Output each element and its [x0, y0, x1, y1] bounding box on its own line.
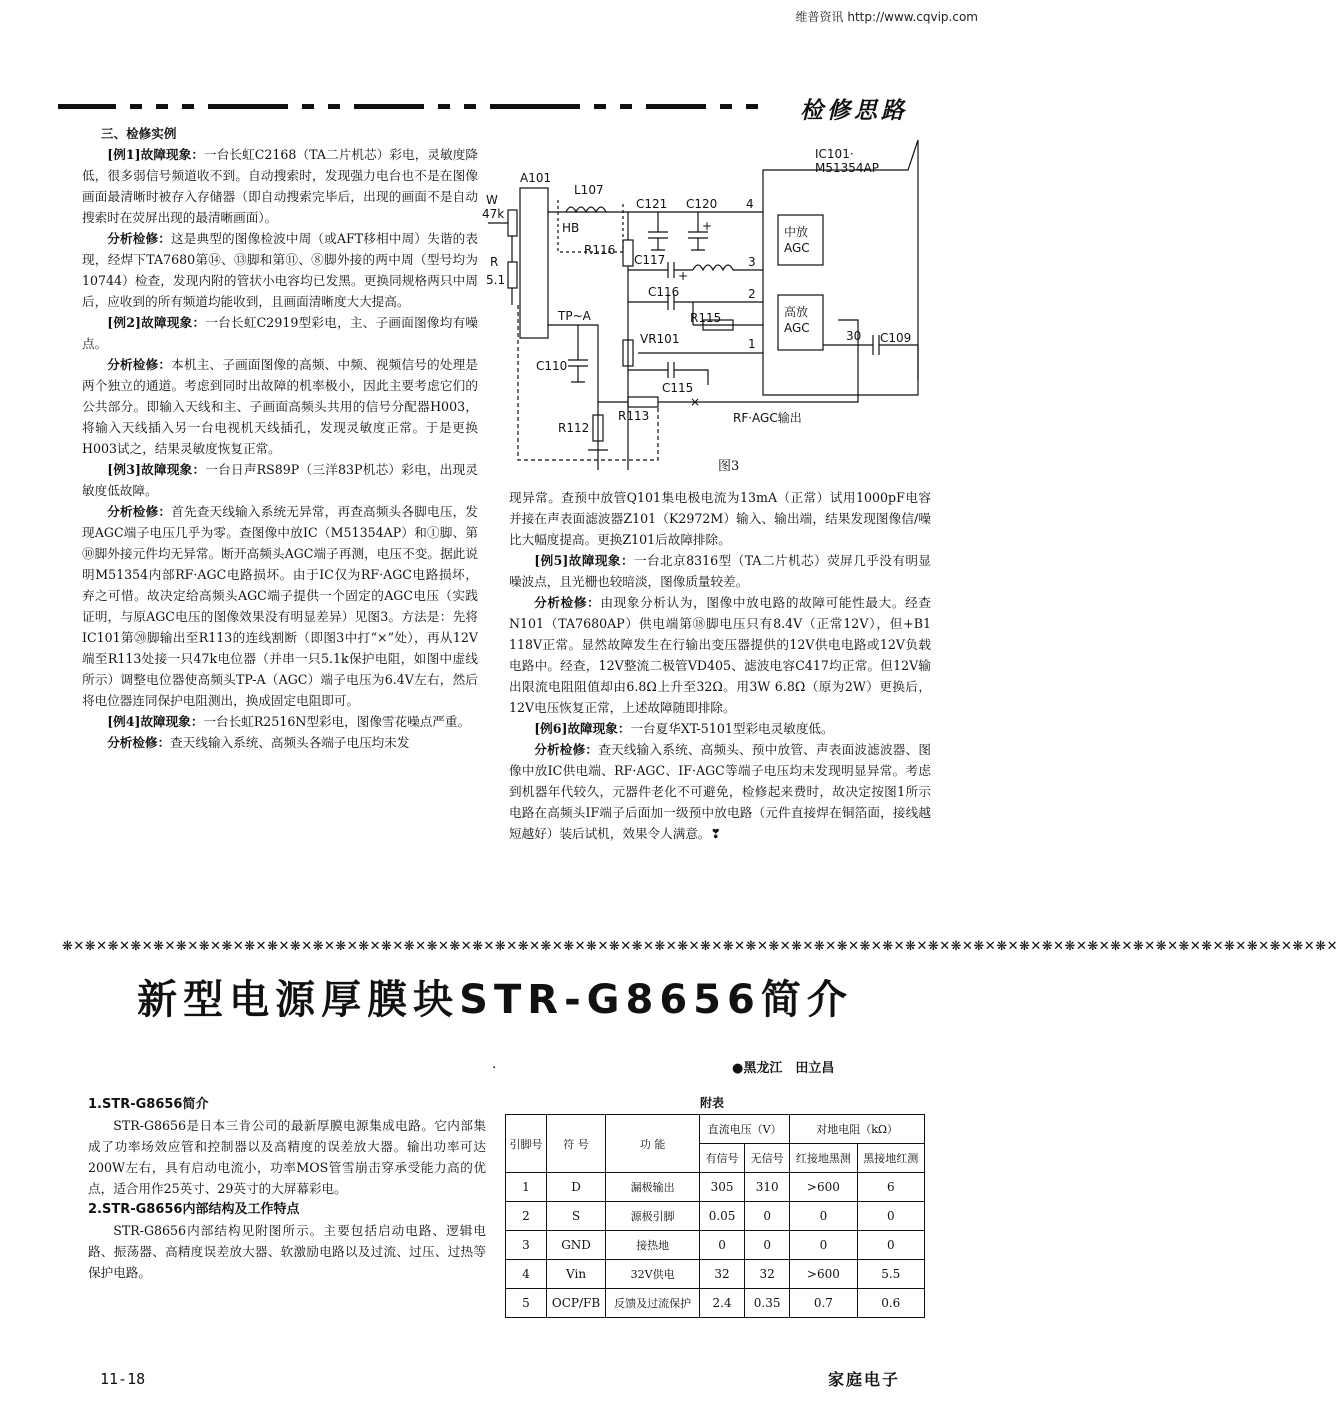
label-pin30: 30	[846, 329, 862, 343]
cut-mark: ×	[690, 395, 701, 409]
section-header	[58, 92, 908, 124]
paragraph-label: [例4]故障现象：	[107, 714, 204, 729]
header-red-ground: 红接地黑测	[790, 1144, 857, 1173]
decorative-dot: ·	[492, 1060, 497, 1076]
cell-red-ground: 0	[790, 1202, 857, 1231]
paragraph-text: 一台长虹C2919型彩电，主、子画面图像均有噪点。	[82, 315, 479, 351]
cell-function: 反馈及过流保护	[606, 1289, 700, 1318]
label-r116: R116	[584, 243, 616, 257]
dash-rule	[490, 104, 580, 109]
label-pin2: 2	[748, 287, 756, 301]
label-r-val: 5.1	[486, 273, 506, 287]
label-c116: C116	[648, 285, 680, 299]
paragraph-label: 分析检修：	[107, 357, 172, 372]
paragraph	[509, 487, 931, 550]
label-c109: C109	[880, 331, 912, 345]
paragraph-text: 一台日声RS89P（三洋83P机芯）彩电，出现灵敏度低故障。	[82, 462, 478, 498]
paragraph-text: 查天线输入系统、高频头、预中放管、声表面波滤波器、图像中放IC供电端、RF·AGC、IF·AGC等端子电压均未发现明显异常。考虑到机器年代较久，元器件老化不可避免，检修起来费时，故决定按图1所示电路在高频头IF端子后面加一级预中放电路（元件直接焊在铜箔面，接线越短越好）装后试机，效果令人满意。❣	[509, 742, 932, 841]
label-r: R	[490, 255, 499, 269]
paragraph-label: [例3]故障现象：	[107, 462, 206, 477]
article-headline: 新型电源厚膜块STR-G8656简介	[137, 977, 853, 1023]
if-agc-box	[778, 215, 823, 265]
paragraph-label: 分析检修：	[107, 735, 171, 750]
cell-black-ground: 0	[857, 1231, 924, 1260]
cell-no-signal: 32	[745, 1260, 790, 1289]
label-pin4: 4	[746, 197, 754, 211]
dash-rule	[182, 104, 194, 109]
circuit-diagram	[478, 140, 938, 480]
table-row	[506, 1231, 925, 1260]
article-authors: ●黑龙江 田立昌	[732, 1061, 835, 1076]
cell-no-signal: 0	[745, 1231, 790, 1260]
potentiometer-w	[508, 210, 517, 236]
header-dc-voltage: 直流电压（V）	[700, 1115, 790, 1144]
cell-function: 接热地	[606, 1231, 700, 1260]
cell-red-ground: >600	[790, 1260, 857, 1289]
paragraph	[82, 711, 478, 732]
label-hf-agc: 高放 AGC	[784, 305, 810, 335]
paragraph-label: 分析检修：	[534, 595, 601, 610]
label-c117: C117	[634, 253, 666, 267]
paragraph	[82, 228, 478, 312]
cell-no-signal: 0.35	[745, 1289, 790, 1318]
dash-rule	[58, 104, 116, 109]
table-row	[506, 1289, 925, 1318]
article-subheading: 2.STR-G8656内部结构及工作特点	[88, 1202, 300, 1217]
label-ic: IC101·	[815, 147, 854, 161]
cell-pin: 1	[506, 1173, 547, 1202]
label-plus: +	[678, 269, 689, 283]
label-r115: R115	[690, 311, 722, 325]
label-r113: R113	[618, 409, 650, 423]
cell-black-ground: 0	[857, 1202, 924, 1231]
paragraph-text: 这是典型的图像检波中周（或AFT移相中周）失谐的表现，经焊下TA7680第⑭、⑬脚和第⑪、⑧脚外接的两中周（型号均为10744）检查，发现内附的管状小电容均已发黑。更换同规格两只中周后，应收到的所有频道均能收到，且画面清晰度大大提高。	[82, 231, 479, 309]
cell-no-signal: 310	[745, 1173, 790, 1202]
capacitor-c121	[648, 212, 668, 250]
header-resistance: 对地电阻（kΩ）	[790, 1115, 925, 1144]
paragraph	[509, 739, 931, 844]
cell-with-signal: 2.4	[700, 1289, 745, 1318]
label-if-agc: 中放 AGC	[784, 225, 810, 255]
label-rf-agc-output: RF·AGC输出	[733, 411, 802, 425]
header-no-signal: 无信号	[745, 1144, 790, 1173]
cell-with-signal: 32	[700, 1260, 745, 1289]
article-subheading: 1.STR-G8656简介	[88, 1097, 209, 1112]
label-c120: C120	[686, 197, 718, 211]
dash-rule	[354, 104, 424, 109]
label-tpa: TP~A	[558, 309, 591, 323]
dash-rule	[328, 104, 340, 109]
paragraph-label: [例6]故障现象：	[534, 721, 631, 736]
right-column	[509, 487, 931, 844]
cell-black-ground: 5.5	[857, 1260, 924, 1289]
tuner-block	[520, 188, 548, 338]
cell-symbol: S	[546, 1202, 605, 1231]
cell-function: 32V供电	[606, 1260, 700, 1289]
cell-red-ground: >600	[790, 1173, 857, 1202]
cell-pin: 3	[506, 1231, 547, 1260]
cell-red-ground: 0.7	[790, 1289, 857, 1318]
cell-with-signal: 0.05	[700, 1202, 745, 1231]
paragraph-label: [例2]故障现象：	[107, 315, 206, 330]
header-pin: 引脚号	[506, 1115, 547, 1173]
figure-caption: 图3	[718, 459, 740, 474]
header-symbol: 符 号	[546, 1115, 605, 1173]
cell-pin: 4	[506, 1260, 547, 1289]
cell-function: 源极引脚	[606, 1202, 700, 1231]
dash-rule	[746, 104, 758, 109]
label-r112: R112	[558, 421, 590, 435]
paragraph	[82, 144, 478, 228]
ic-outline	[763, 140, 918, 395]
paragraph-label: 分析检修：	[107, 504, 172, 519]
paragraph	[82, 501, 478, 711]
cell-symbol: OCP/FB	[546, 1289, 605, 1318]
decorative-rule: ❋✕❋✕❋✕❋✕❋✕❋✕❋✕❋✕❋✕❋✕❋✕❋✕❋✕❋✕❋✕❋✕❋✕❋✕❋✕❋✕❋✕❋✕❋✕❋✕❋✕❋✕❋✕❋✕❋✕❋✕❋✕❋✕❋✕❋✕❋✕❋✕❋✕❋✕❋✕❋✕❋✕❋✕❋✕❋✕❋✕❋✕❋✕❋✕❋✕❋✕❋✕❋✕❋✕❋✕❋✕❋✕	[62, 939, 1338, 954]
examples-heading: 三、检修实例	[100, 126, 177, 141]
article-paragraph: STR-G8656内部结构见附图所示。主要包括启动电路、逻辑电路、振荡器、高精度误差放大器、软激励电路以及过流、过压、过热等保护电路。	[88, 1223, 486, 1280]
table-row	[506, 1260, 925, 1289]
article-paragraph: STR-G8656是日本三肯公司的最新厚膜电源集成电路。它内部集成了功率场效应管和控制器以及高精度的误差放大器。输出功率可达200W左右，具有启动电流小，功率MOS管雪崩击穿承受能力高的优点，适合用作25英寸、29英寸的大屏幕彩电。	[88, 1118, 486, 1196]
header-black-ground: 黑接地红测	[857, 1144, 924, 1173]
pin-table	[505, 1114, 925, 1318]
cell-pin: 2	[506, 1202, 547, 1231]
paragraph	[82, 312, 478, 354]
label-l107: L107	[574, 183, 604, 197]
cell-red-ground: 0	[790, 1231, 857, 1260]
cell-black-ground: 6	[857, 1173, 924, 1202]
paragraph	[509, 592, 931, 718]
cell-function: 漏极输出	[606, 1173, 700, 1202]
paragraph-text: 首先查天线输入系统无异常，再查高频头各脚电压，发现AGC端子电压几乎为零。查图像中放IC（M51354AP）和①脚、第⑩脚外接元件均无异常。断开高频头AGC端子再测，电压不变。据此说明M51354内部RF·AGC电路损坏。由于IC仅为RF·AGC电路损坏，弃之可惜。故决定给高频头AGC端子提供一个固定的AGC电压（实践证明，与原AGC电压的图像效果没有明显差异）见图3。方法是：先将IC101第⑳脚输出至R113的连线割断（即图3中打“×”处），再从12V端至R113处接一只47k电位器（并串一只5.1k保护电阻，如图中虚线所示）调整电位器使高频头TP-A（AGC）端子电压为6.4V左右，然后将电位器连同保护电阻测出，换成固定电阻即可。	[82, 504, 479, 708]
cell-symbol: Vin	[546, 1260, 605, 1289]
label-hb: HB	[562, 221, 580, 235]
dash-rule	[130, 104, 142, 109]
header-with-signal: 有信号	[700, 1144, 745, 1173]
dash-rule	[208, 104, 288, 109]
paragraph-label: [例5]故障现象：	[534, 553, 634, 568]
cell-pin: 5	[506, 1289, 547, 1318]
cell-symbol: D	[546, 1173, 605, 1202]
dash-rule	[646, 104, 706, 109]
label-w: W	[486, 193, 498, 207]
paragraph-text: 一台长虹R2516N型彩电，图像雪花噪点严重。	[203, 714, 471, 729]
paragraph	[82, 354, 478, 459]
paragraph-text: 查天线输入系统、高频头各端子电压均未发	[170, 735, 410, 750]
paragraph-text: 现异常。查预中放管Q101集电极电流为13mA（正常）试用1000pF电容并接在声表面滤波器Z101（K2972M）输入、输出端，结果发现图像信/噪比大幅度提高。更换Z101后故障排除。	[509, 490, 931, 547]
header-function: 功 能	[606, 1115, 700, 1173]
resistor-r113	[628, 397, 658, 407]
label-c121: C121	[636, 197, 668, 211]
paragraph-text: 一台北京8316型（TA二片机芯）荧屏几乎没有明显噪波点，且光栅也较暗淡，图像质量较差。	[509, 553, 931, 589]
cell-with-signal: 0	[700, 1231, 745, 1260]
table-row	[506, 1173, 925, 1202]
label-c115: C115	[662, 381, 694, 395]
paragraph	[509, 550, 931, 592]
resistor-r-protect	[508, 262, 517, 288]
label-pin1: 1	[748, 337, 756, 351]
dash-rule	[156, 104, 168, 109]
label-pin3: 3	[748, 255, 756, 269]
label-vr101: VR101	[640, 332, 680, 346]
section-title: 检修思路	[800, 97, 908, 124]
coil-l107	[566, 207, 606, 212]
paragraph-text: 一台夏华XT-5101型彩电灵敏度低。	[630, 721, 834, 736]
cell-black-ground: 0.6	[857, 1289, 924, 1318]
paragraph	[82, 732, 478, 753]
dash-rule	[302, 104, 314, 109]
paragraph	[509, 718, 931, 739]
label-c110: C110	[536, 359, 568, 373]
label-a101: A101	[520, 171, 552, 185]
table-body	[506, 1173, 925, 1318]
label-plus: +	[702, 219, 713, 233]
paragraph-text: 一台长虹C2168（TA二片机芯）彩电，灵敏度降低，很多弱信号频道收不到。自动搜索时，发现强力电台也不是在图像画面最清晰时被存入存储器（即自动搜索完毕后，出现的画面不是自动搜索时在荧屏出现的最清晰画面）。	[82, 147, 478, 225]
cell-with-signal: 305	[700, 1173, 745, 1202]
table-row	[506, 1202, 925, 1231]
cell-no-signal: 0	[745, 1202, 790, 1231]
paragraph-text: 由现象分析认为，图像中放电路的故障可能性最大。经查N101（TA7680AP）供电端第⑱脚电压只有8.4V（正常12V），但+B1 118V正常。显然故障发生在行输出变压器提供的12V供电电路或12V负载电路中。经查，12V整流二极管VD405、滤波电容C417均正常。但12V输出限流电阻阻值却由6.8Ω上升至32Ω。用3W 6.8Ω（原为2W）更换后，12V电压恢复正常，上述故障随即排除。	[509, 595, 932, 715]
dash-rule	[720, 104, 732, 109]
watermark: 维普资讯 http://www.cqvip.com	[795, 10, 978, 24]
dash-rule	[438, 104, 450, 109]
dash-rule	[594, 104, 606, 109]
paragraph-text: 本机主、子画面图像的高频、中频、视频信号的处理是两个独立的通道。考虑到同时出故障的机率极小，因此主要考虑它们的公共部分。即输入天线和主、子画面高频头共用的信号分配器H003，将输入天线插入另一台电视机天线插孔，发现灵敏度正常。于是更换H003试之，结果灵敏度恢复正常。	[82, 357, 479, 456]
dash-rule	[464, 104, 476, 109]
article-body	[88, 1094, 486, 1283]
page-number: 11-18	[100, 1370, 146, 1388]
cell-symbol: GND	[546, 1231, 605, 1260]
paragraph-label: [例1]故障现象：	[107, 147, 205, 162]
table-title: 附表	[700, 1096, 725, 1110]
magazine-name: 家庭电子	[827, 1370, 900, 1389]
resistor-r116	[623, 240, 633, 266]
capacitor-c110	[568, 325, 588, 382]
left-column	[82, 123, 478, 753]
paragraph-label: 分析检修：	[534, 742, 599, 757]
label-ic-part: M51354AP	[815, 161, 879, 175]
label-w-val: 47k	[482, 207, 505, 221]
paragraph-label: 分析检修：	[107, 231, 171, 246]
paragraph	[82, 459, 478, 501]
dash-rule	[620, 104, 632, 109]
